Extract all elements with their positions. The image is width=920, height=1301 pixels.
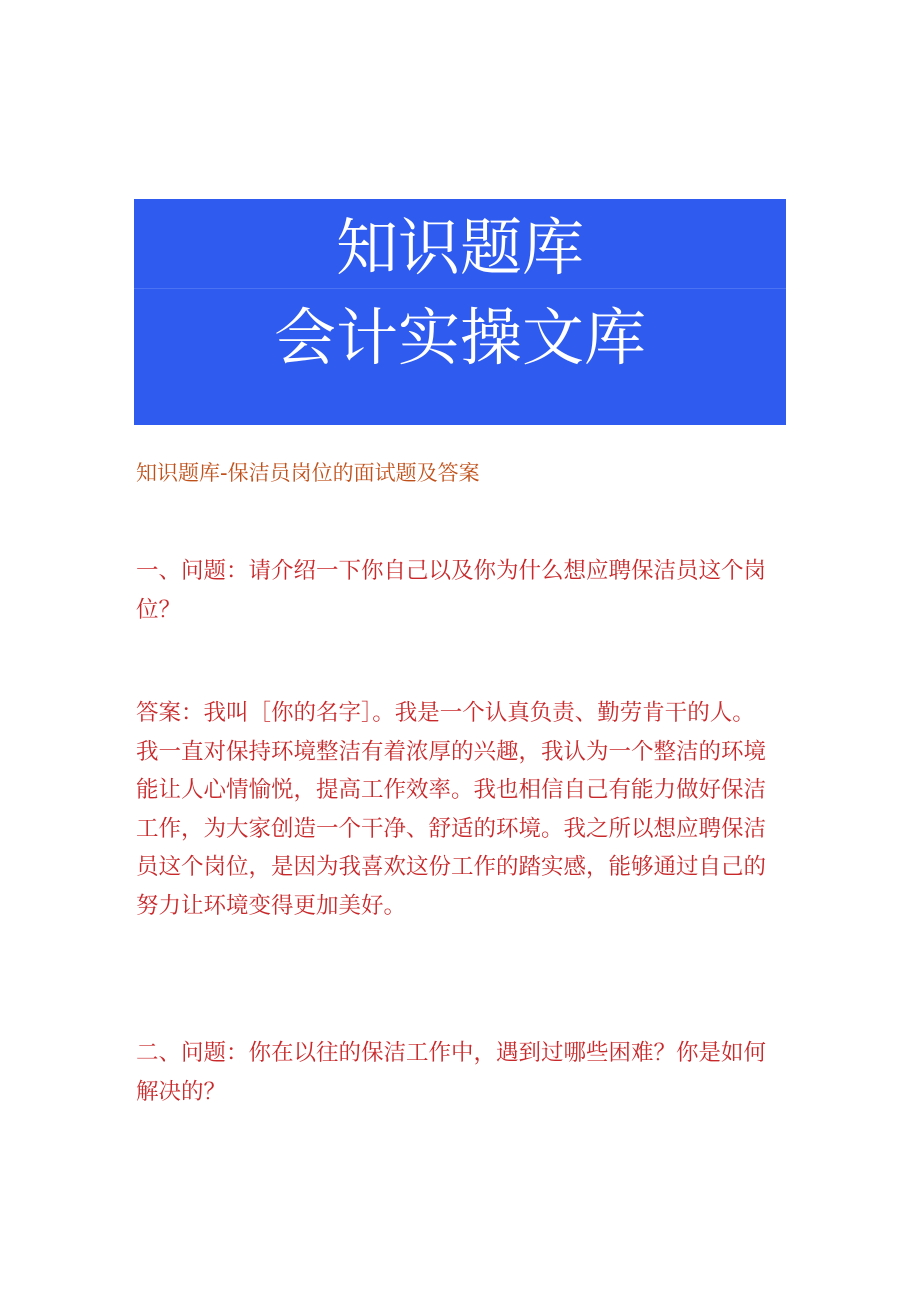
question-1-line: 位？ bbox=[136, 596, 182, 623]
answer-1-line: 努力让环境变得更加美好。 bbox=[136, 892, 407, 919]
answer-1-line: 能让人心情愉悦，提高工作效率。我也相信自己有能力做好保洁 bbox=[136, 777, 767, 803]
answer-1-line: 答案：我叫［你的名字］。我是一个认真负责、勤劳肯干的人。 bbox=[136, 700, 755, 726]
answer-1-line: 员这个岗位，是因为我喜欢这份工作的踏实感，能够通过自己的 bbox=[136, 854, 767, 880]
question-2-line: 二、问题：你在以往的保洁工作中，遇到过哪些困难？你是如何 bbox=[136, 1040, 767, 1066]
banner-title-line1: 知识题库 bbox=[335, 211, 584, 284]
answer-1-line: 工作，为大家创造一个干净、舒适的环境。我之所以想应聘保洁 bbox=[136, 815, 767, 842]
document-title: 知识题库-保洁员岗位的面试题及答案 bbox=[136, 461, 480, 485]
answer-1 bbox=[136, 694, 788, 925]
question-2 bbox=[136, 1034, 788, 1111]
question-1 bbox=[136, 552, 788, 629]
question-2-line: 解决的？ bbox=[136, 1078, 227, 1105]
answer-1-line: 我一直对保持环境整洁有着浓厚的兴趣，我认为一个整洁的环境 bbox=[136, 738, 767, 765]
banner-title-line2: 会计实操文库 bbox=[273, 301, 646, 374]
question-1-line: 一、问题：请介绍一下你自己以及你为什么想应聘保洁员这个岗 bbox=[136, 558, 767, 584]
banner-divider bbox=[134, 288, 786, 289]
